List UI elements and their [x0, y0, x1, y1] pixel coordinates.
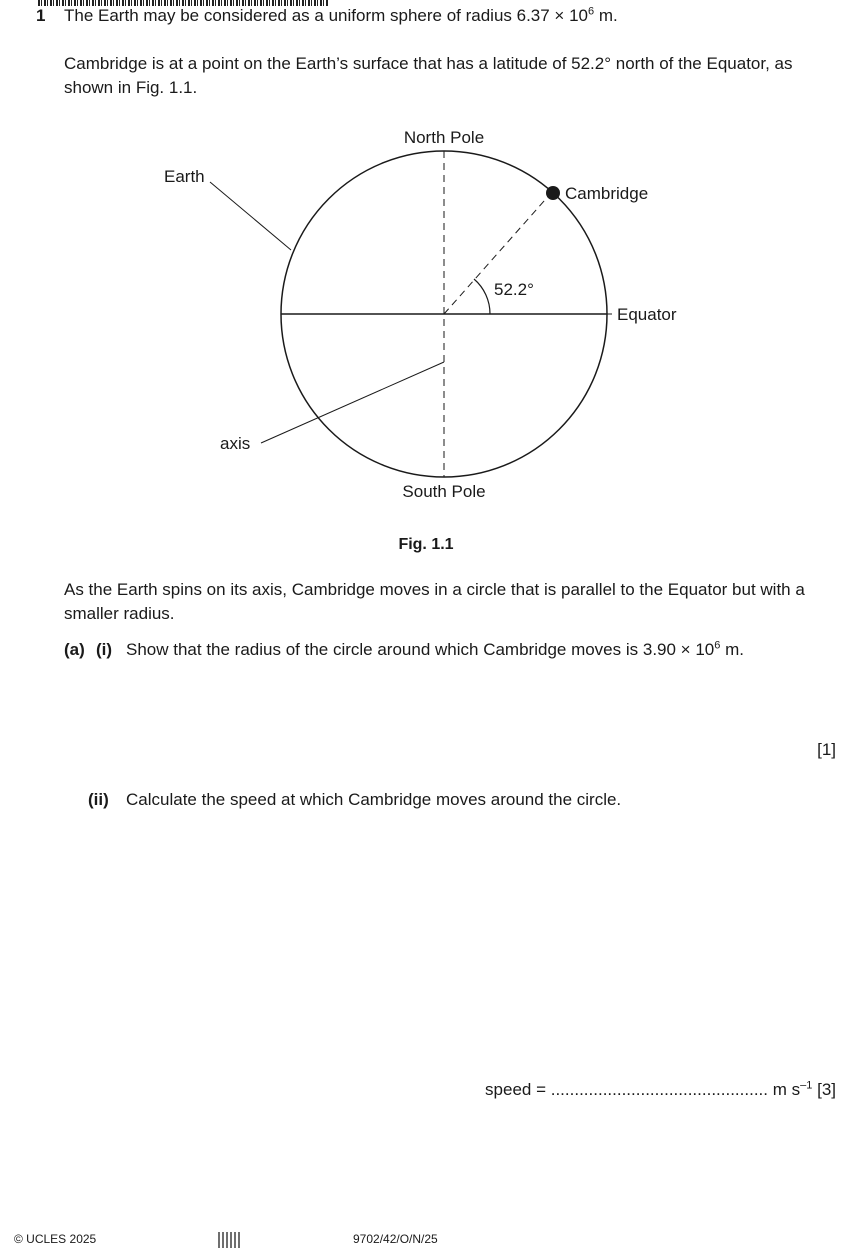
part-a-ii-label: (ii) [88, 790, 109, 809]
earth-label: Earth [164, 167, 205, 186]
question-intro: The Earth may be considered as a uniform sphere of radius $6.37 \times 10^6$ m. [64, 5, 618, 25]
angle-arc [474, 279, 490, 314]
figure-caption: Fig. 1.1 [398, 536, 454, 553]
part-a-ii-marks: [3] [817, 1080, 836, 1099]
cambridge-label: Cambridge [565, 184, 649, 203]
south-pole-label: South Pole [402, 482, 486, 501]
cambridge-dot [546, 186, 560, 200]
location-text: Cambridge is at a point on the Earth’s surface that has a latitude of 52.2° north of the Equator, as shown in Fig. 1.1. [64, 54, 793, 97]
footer-code: 9702/42/O/N/25 [353, 1232, 438, 1246]
question-number: 1 [36, 6, 46, 25]
part-a-i-marks: [1] [817, 740, 836, 759]
equator-label: Equator [617, 305, 677, 324]
north-pole-label: North Pole [403, 128, 485, 147]
axis-label: axis [220, 434, 251, 453]
earth-leader [210, 182, 291, 250]
part-a-i-text: Show that the radius of the circle around which Cambridge moves is $3.90 \times 10^6$ m. [126, 639, 744, 659]
footer-qr-code [218, 1232, 240, 1248]
footer-copyright: © UCLES 2025 [14, 1232, 97, 1246]
earth-diagram [0, 120, 852, 520]
axis-leader [261, 362, 444, 443]
part-a-ii-text: Calculate the speed at which Cambridge moves around the circle. [126, 790, 622, 809]
speed-answer-dots[interactable]: .............................................. [550, 1080, 768, 1099]
speed-answer-line: speed = .............................................. m $s^{-1}$ [3] [485, 1079, 836, 1099]
angle-label: 52.2° [494, 280, 534, 299]
part-a-label: (a) [64, 640, 85, 659]
part-a-i-label: (i) [96, 640, 113, 659]
motion-text: As the Earth spins on its axis, Cambridge moves in a circle that is parallel to the Equator but with a smaller radius. [64, 580, 805, 623]
